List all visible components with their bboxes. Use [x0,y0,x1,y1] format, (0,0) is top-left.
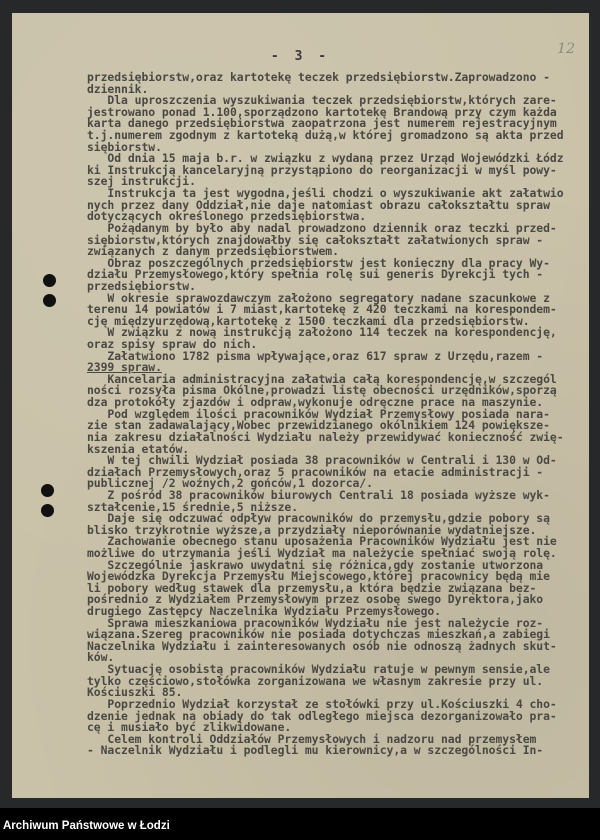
text-line: działu Przemysłowego,który spełnia rolę sui generis Dyrekcji tych - [87,267,544,282]
text-line: nia zakresu działalności Wydziału należy przewidywać konieczność zwię- [87,429,564,444]
text-line: drugiego Zastępcy Naczelnika Wydziału Przemysłowego. [87,604,442,619]
text-line: Pożądanym by było aby nadal prowadzono dziennik oraz teczki przed- [87,220,557,235]
text-line: szej instrukcji. [87,174,196,189]
text-line: siębiorstw,których znajdowałby się całokształt załatwionych spraw - [87,232,544,247]
text-line: pośrednio z Wydziałem Przemysłowym przez osobę swego Dyrektora,jako [87,592,544,607]
punch-hole [43,294,56,307]
text-line: terenu 14 powiatów i 7 miast,kartotekę z 420 teczkami na korespondem- [87,302,557,317]
punch-hole [41,484,54,497]
text-line: W okresie sprawozdawczym założono segregatory nadane szacunkowe z [87,290,550,305]
punch-hole [41,504,54,517]
text-line: t.j.numerem zgodnym z kartoteką dużą,w której gromadzono są akta przed [87,128,564,143]
text-line: Naczelnika Wydziału i zainteresowanych osób nie odnoszą żadnych skut- [87,638,557,653]
text-line: dza protokóły zjazdów i odpraw,wykonuje odręczne prace na maszynie. [87,395,544,410]
text-line: - Naczelnik Wydziału i podlegli mu kierownicy,a w szczególności In- [87,743,544,758]
text-line: ki Instrukcją kancelaryjną przystąpiono do reorganizacji w myśl powy- [87,162,557,177]
text-line: 2399 spraw. [87,360,162,375]
document-page [12,13,589,798]
text-line: dzenie jednak na obiady do tak odległego miejsca dezorganizowało pra- [87,708,557,723]
text-line: Sytuację osobistą pracowników Wydziału ratuje w pewnym sensie,ale [87,662,550,677]
text-line: Dla uproszczenia wyszukiwania teczek przedsiębiorstw,których zare- [87,93,557,108]
text-line: Sprawa mieszkaniowa pracowników Wydziału nie jest należycie roz- [87,615,544,630]
text-line: Celem kontroli Oddziałów Przemysłowych i nadzoru nad przemysłem [87,731,537,746]
text-line: publicznej /2 woźnych,2 gońców,1 dozorca/. [87,476,373,491]
text-line: dziennik. [87,81,149,96]
text-line: wiązana.Szereg pracowników nie posiada dotychczas mieszkań,a zabiegi [87,627,550,642]
text-line: ształcenie,15 średnie,5 niższe. [87,499,299,514]
text-line: blisko trzykrotnie wyższe,a przydziały nieporównanie wydatniejsze. [87,522,537,537]
text-line: związanych z danym przedsiębiorstwem. [87,244,339,259]
text-line: Kościuszki 85. [87,685,183,700]
text-line: możliwe do utrzymania jeśli Wydział ma należycie spełniać swoją rolę. [87,545,557,560]
text-line: oraz spisy spraw do nich. [87,337,258,352]
text-line: Poprzednio Wydział korzystał ze stołówki przy ul.Kościuszki 4 cho- [87,696,557,711]
punch-hole [43,274,56,287]
text-line: Zachowanie obecnego stanu uposażenia Pracowników Wydziału jest nie [87,534,557,549]
text-line: dotyczących określonego przedsiębiorstwa. [87,209,367,224]
text-line: cję międzyurzędową,kartotekę z 1500 teczkami dla przedsiębiorstw. [87,313,530,328]
text-line: li pobory według stawek dla przemysłu,a która będzie związana bez- [87,580,537,595]
handwritten-folio-number: 12 [557,41,575,57]
typewritten-body-text [87,72,587,757]
text-line: karta danego przedsiębiorstwa zaopatrzona jest numerem rejestracyjnym [87,116,557,131]
text-line: Wojewódzka Dyrekcja Przemysłu Miejscowego,której pracownicy będą mie [87,569,550,584]
archive-caption: Archiwum Państwowe w Łodzi [3,820,170,832]
text-line: Daje się odczuwać odpływ pracowników do przemysłu,gdzie pobory są [87,511,550,526]
text-line: Pod względem ilości pracowników Wydział Przemysłowy posiada nara- [87,406,550,421]
text-line: Obraz poszczególnych przedsiębiorstw jest konieczny dla pracy Wy- [87,255,550,270]
text-line: zie stan zadawalający,Wobec przewidzianego okólnikiem 124 powiększe- [87,418,550,433]
text-line: nych przez dany Oddział,nie daje natomiast obrazu całokształtu spraw [87,197,550,212]
text-line: Szczególnie jaskrawo uwydatni się różnica,gdy zostanie utworzona [87,557,544,572]
page-number: - 3 - [270,49,331,64]
text-line: przedsiębiorstw,oraz kartotekę teczek przedsiębiorstw.Zaprowadzono - [87,70,550,84]
text-line: przedsiębiorstw. [87,278,196,293]
text-line: kszenia etatów. [87,441,190,456]
text-line: tylko częściowo,stołówka zorganizowana we własnym zakresie przy ul. [87,673,544,688]
text-line: Z pośród 38 pracowników biurowych Centrali 18 posiada wyższe wyk- [87,487,550,502]
text-line: W tej chwili Wydział posiada 38 pracowników w Centrali i 130 w Od- [87,453,557,468]
text-line: W związku z nową instrukcją założono 114 teczek na korespondencję, [87,325,557,340]
text-line: jestrowano ponad 1.100,sporządzono kartotekę Brandową przy czym każda [87,104,557,119]
text-line: Kancelaria administracyjna załatwia całą korespondencję,w szczegól [87,371,557,386]
text-line: Załatwiono 1782 pisma wpływające,oraz 617 spraw z Urzędu,razem - [87,348,544,363]
text-line: działach Przemysłowych,oraz 5 pracowników na etacie administracji - [87,464,544,479]
text-line: Instrukcja ta jest wygodna,jeśli chodzi o wyszukiwanie akt załatwio [87,186,564,201]
text-line: siębiorstw. [87,139,162,154]
text-line: cę i musiało być zlikwidowane. [87,720,292,735]
text-line: ków. [87,650,115,665]
text-line: ności rozsyła pisma Okólne,prowadzi listę obecności urzędników,sporzą [87,383,557,398]
text-line: Od dnia 15 maja b.r. w związku z wydaną przez Urząd Wojewódzki Łódz [87,151,564,166]
